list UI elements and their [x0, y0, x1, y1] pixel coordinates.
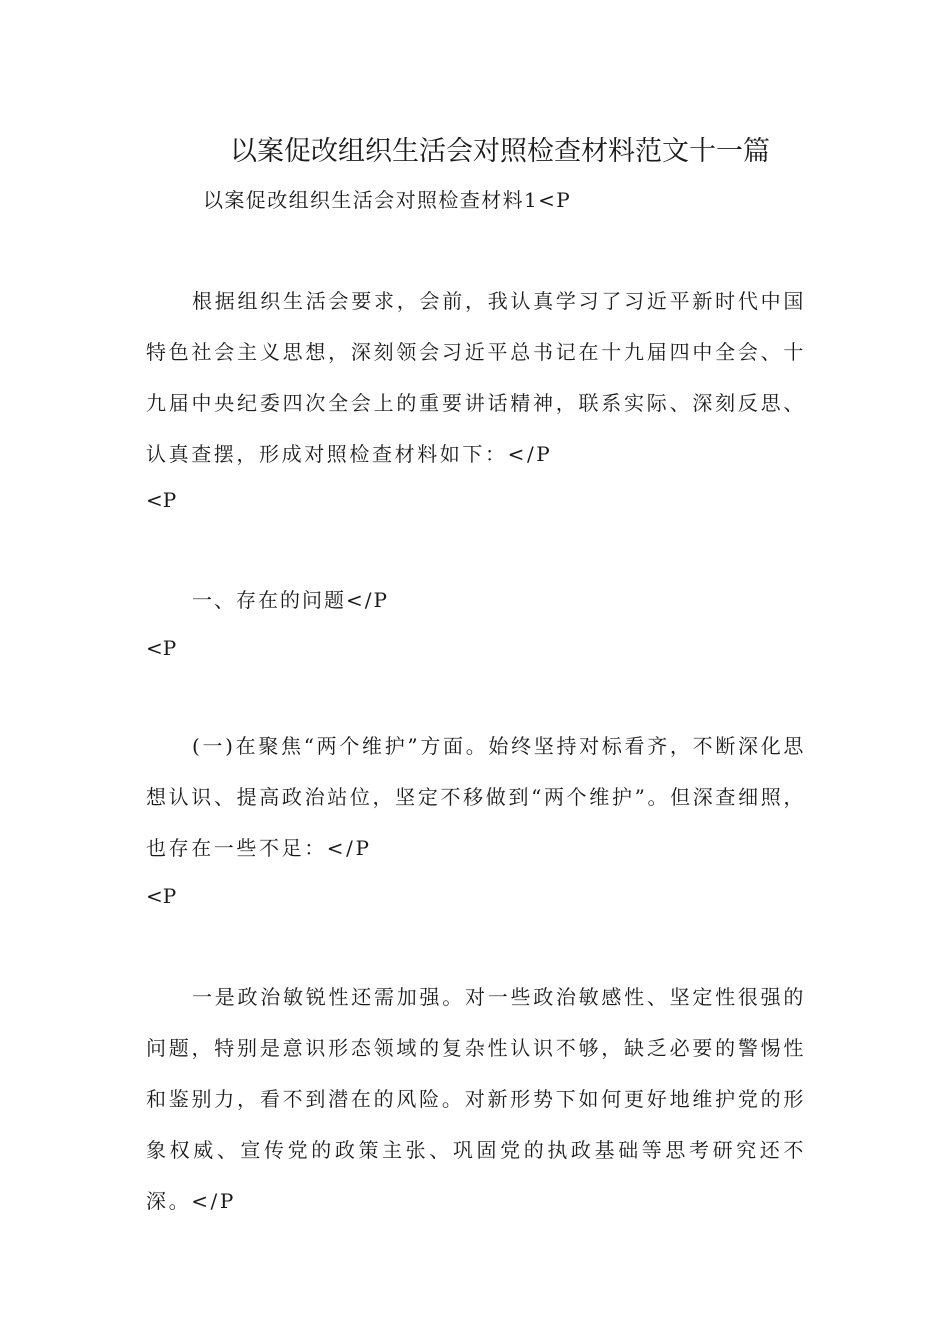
section-heading: 一、存在的问题</P: [192, 588, 389, 612]
paragraph-marker: <P: [146, 636, 177, 660]
paragraph-two-maintenances: (一)在聚焦“两个维护”方面。始终坚持对标看齐，不断深化思想认识、提高政治站位，坚定不移做到“两个维护”。但深查细照，也存在一些不足：</P: [146, 734, 806, 860]
paragraph-marker: <P: [146, 884, 177, 908]
paragraph-marker: <P: [146, 488, 177, 512]
document-title: 以案促改组织生活会对照检查材料范文十一篇: [230, 136, 770, 167]
paragraph-political-sensitivity: 一是政治敏锐性还需加强。对一些政治敏感性、坚定性很强的问题，特别是意识形态领域的复杂性认识不够，缺乏必要的警惕性和鉴别力，看不到潜在的风险。对新形势下如何更好地维护党的形象权威、宣传党的政策主张、巩固党的执政基础等思考研究还不深。</P: [146, 985, 806, 1213]
paragraph-intro: 根据组织生活会要求，会前，我认真学习了习近平新时代中国特色社会主义思想，深刻领会习近平总书记在十九届四中全会、十九届中央纪委四次全会上的重要讲话精神，联系实际、深刻反思、认真查摆，形成对照检查材料如下：</P: [146, 289, 806, 466]
document-subtitle: 以案促改组织生活会对照检查材料1<P: [203, 188, 572, 212]
